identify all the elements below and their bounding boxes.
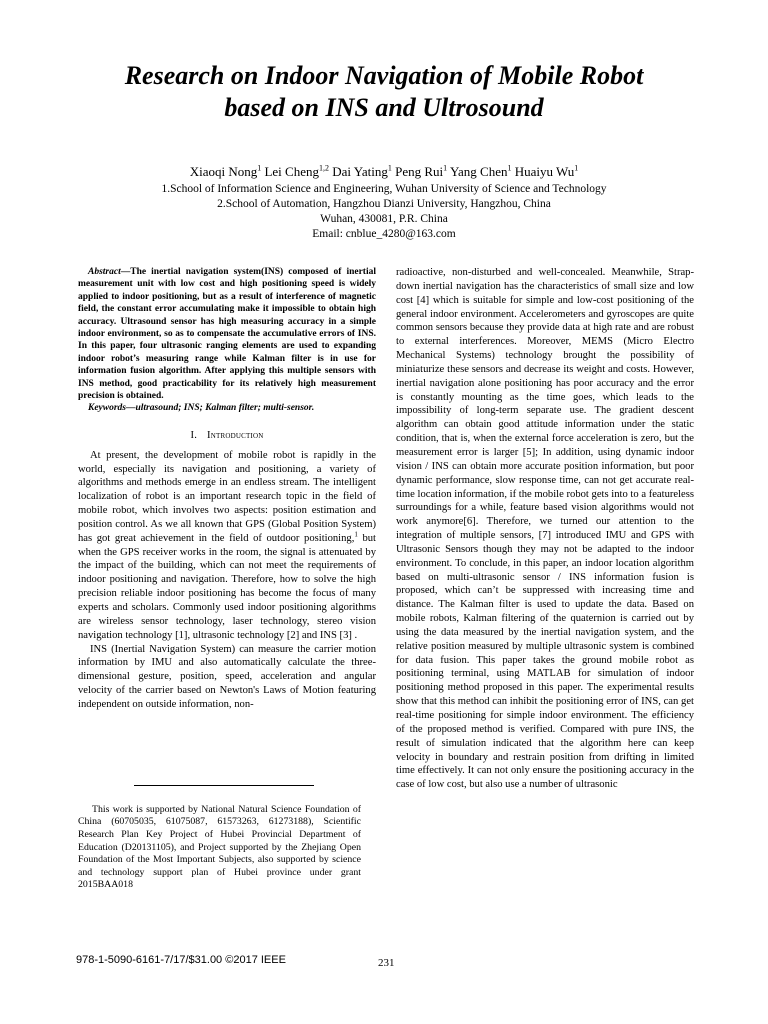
right-column: [396, 266, 694, 792]
author-list: [40, 164, 728, 180]
keywords: Keywords—ultrasound; INS; Kalman filter; multi-sensor.: [88, 403, 315, 414]
abstract-label: Abstract: [88, 267, 121, 277]
affiliation-1: 1.School of Information Science and Engineering, Wuhan University of Science and Technology: [161, 183, 607, 195]
author: Yang Chen$^1$: [449, 163, 512, 179]
abstract-text: —The inertial navigation system(INS) composed of inertial measurement unit with low cost and high positioning speed is widely applied to indoor positioning, but as a result of interference of magnetic field, the constant error accumulating make it impossible to obtain high accuracy. Ultrasound sensor has high measuring accuracy in a simple indoor environment, so as to compensate the accumulative errors of INS. In this paper, four ultrasonic ranging elements are used to expanding indoor robot’s measuring range while Kalman filter is in use for information fusion algorithm. After applying this multiple sensors with INS method, good practicability for its relatively high measurement precision is obtained.: [78, 267, 376, 402]
section-heading-introduction: [78, 429, 376, 443]
section-number: I.: [190, 429, 198, 441]
intro-paragraph-2: INS (Inertial Navigation System) can measure the carrier motion information by IMU and also automatically calculate the three-dimensional gesture, position, speed, acceleration and angular velocity of the carrier based on Newton's Laws of Motion featuring independent on outside information, non-: [78, 643, 376, 710]
author: Huaiyu Wu$^1$: [514, 163, 579, 179]
affiliations: [40, 182, 728, 242]
paper-title: [40, 60, 728, 124]
funding-footnote: This work is supported by National Natural Science Foundation of China (60705035, 61075087, 61573263, 61273188), Scientific Research Plan Key Project of Hubei Provincial Department of Education (D20131105), and Project supported by the Zhejiang Open Foundation of the Most Important Subjects, also supported by science and technology support plan of Hubei province under grant 2015BAA018: [78, 803, 361, 891]
author: Dai Yating$^1$: [332, 163, 392, 179]
section-title: Introduction: [207, 429, 264, 441]
title-line-2: based on INS and Ultrosound: [224, 93, 544, 122]
affiliation-2: 2.School of Automation, Hangzhou Dianzi University, Hangzhou, China: [217, 198, 551, 210]
author: Peng Rui$^1$: [395, 163, 448, 179]
title-line-1: Research on Indoor Navigation of Mobile Robot: [124, 61, 644, 90]
contact-email[interactable]: Email: cnblue_4280@163.com: [312, 228, 456, 240]
abstract: [78, 266, 376, 402]
isbn-copyright: 978-1-5090-6161-7/17/$31.00 ©2017 IEEE: [76, 954, 286, 966]
author: Lei Cheng$^{1,2}$: [264, 163, 329, 179]
author: Xiaoqi Nong$^1$: [189, 163, 262, 179]
affiliation-address: Wuhan, 430081, P.R. China: [320, 213, 448, 225]
footnote-divider: [134, 785, 314, 786]
intro-paragraph-3: radioactive, non-disturbed and well-concealed. Meanwhile, Strap-down inertial navigation has the characteristics of small size and low cost [4] which is suitable for simple and low-cost positioning of the general indoor environment. Accelerometers and gyroscopes are quite common sensors because they provide data at high rate and are robust to external interferences. Moreover, MEMS (Micro Electro Mechanical Systems) technology brought the possibility of miniaturize these sensors and decrease its weight and costs. However, inertial navigation alone positioning has poor accuracy and the error is constantly mounting as the time goes, which leads to the impossibility of long-term separate use. The gradient descent algorithm can obtain good attitude information under the static condition, that is, when the external force acceleration is zero, but the measurement error is larger [5]; In addition, using dynamic indoor vision / INS can obtain more accurate position information, but poor dynamic performance, slow response time, can not get accurate real-time location information, if the mobile robot gets into to a featureless surroundings for a while, feature based vision algorithms would not work anymore[6]. Therefore, we turned our attention to the integration of multiple sensors, [7] introduced IMU and GPS with Ultrasonic Sensors though they may not be adapted to the indoor environment. To conclude, in this paper, an indoor location algorithm based on multi-ultrasonic sensor / INS information fusion is proposed, which can’t be suppressed with increasing time and distance. The Kalman filter is used to update the data. Based on mobile robots, Kalman filtering of the quaternion is carried out by using the data measured by the inertial navigation system, and the relative position measured by multiple ultrasonic system is combined for data fusion. This paper takes the ground mobile robot as positioning terminal, using MATLAB for simulation of indoor positioning method proposed in this paper. The experimental results show that this method can inhibit the positioning error of INS, can get real-time positioning for simple indoor environment. The efficiency of the proposed method is verified. Compared with pure INS, the result of simulation indicated that the algorithm here can keep velocity in boundary and restrain position from drifting in limited time effectively. It can not only ensure the positioning accuracy in the case of low cost, but also use a number of ultrasonic: [396, 267, 694, 791]
footnote-marker: 1: [354, 530, 358, 539]
left-column: [78, 266, 376, 712]
intro-paragraph-1: At present, the development of mobile robot is rapidly in the world, especially its navigation and positioning, a variety of algorithms and methods emerge in an endless stream. The intelligent localization of robot is an important research topic in the field of mobile robot, which involves two aspects: position estimation and position control. As we all known that GPS (Global Position System) has got great achievement in the field of outdoor positioning,$^1$ but when the GPS receiver works in the room, the signal is attenuated by the impact of the building, which can not meet the requirements of indoor positioning and navigation. Therefore, how to solve the high precision reliable indoor positioning has become the focus of many experts and scholars. Commonly used indoor positioning algorithms are wireless sensor technology, laser technology, stereo vision navigation technology [1], ultrasonic technology [2] and INS [3] .: [78, 449, 377, 641]
page-number: 231: [378, 957, 395, 969]
